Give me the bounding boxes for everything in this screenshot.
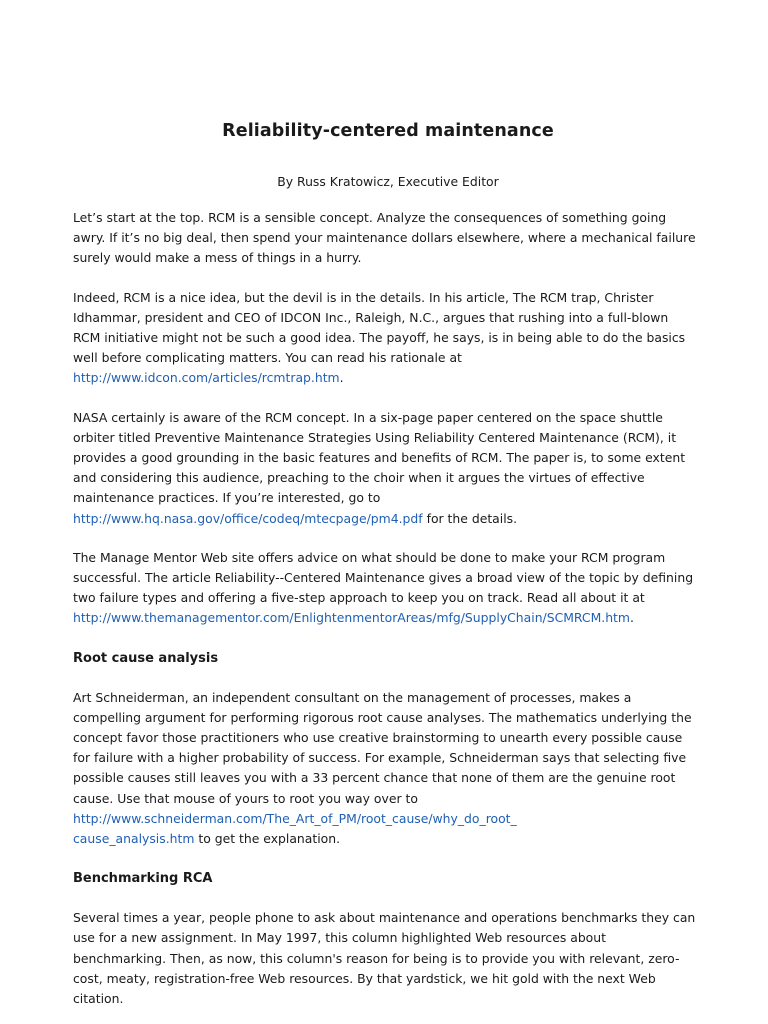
text-line: compelling argument for performing rigorous root cause analyses. The mathematics underlying the	[73, 709, 692, 725]
text-line: Let’s start at the top. RCM is a sensible concept. Analyze the consequences of something going	[73, 210, 667, 225]
text-line: and considering this audience, preaching to the choir when it argues the virtues of effective	[73, 470, 645, 486]
text-fragment: to get the explanation.	[194, 831, 341, 847]
paragraph-root-cause	[73, 688, 703, 850]
text-line: cost, meaty, registration-free Web resources. By that yardstick, we hit gold with the next Web	[73, 970, 656, 986]
text-line: RCM initiative might not be such a good idea. The payoff, he says, is in being able to do the basics	[73, 330, 686, 346]
text-line: Several times a year, people phone to ask about maintenance and operations benchmarks they can	[73, 910, 696, 926]
text-line: citation.	[73, 991, 124, 1007]
text-fragment: for the details.	[422, 510, 518, 526]
schneiderman-link-continued[interactable]: cause_analysis.htm	[73, 831, 195, 847]
text-line: cause. Use that mouse of yours to root you way over to	[73, 790, 418, 806]
document-page	[73, 119, 703, 1009]
text-line: use for a new assignment. In May 1997, this column highlighted Web resources about	[73, 930, 606, 946]
text-line: possible causes still leaves you with a 33 percent chance that none of them are the genuine root	[73, 770, 676, 786]
paragraph-nasa	[73, 408, 703, 529]
page-title: Reliability-centered maintenance	[222, 121, 554, 141]
text-line: successful. The article Reliability--Centered Maintenance gives a broad view of the topic by defining	[73, 570, 694, 586]
text-fragment: .	[339, 370, 344, 386]
text-line: NASA certainly is aware of the RCM concept. In a six-page paper centered on the space shuttle	[73, 409, 663, 425]
text-line: Idhammar, president and CEO of IDCON Inc., Raleigh, N.C., argues that rushing into a full-blown	[73, 309, 669, 325]
paragraph-intro	[73, 208, 703, 269]
section-heading-benchmarking: Benchmarking RCA	[73, 871, 213, 887]
text-line: concept favor those practitioners who use creative brainstorming to unearth every possible cause	[73, 730, 683, 746]
section-heading-root-cause: Root cause analysis	[73, 650, 219, 666]
text-line: orbiter titled Preventive Maintenance Strategies Using Reliability Centered Maintenance (RCM), it	[73, 429, 677, 445]
text-line: two failure types and offering a five-step approach to keep you on track. Read all about it at	[73, 590, 645, 606]
paragraph-idcon	[73, 288, 703, 389]
schneiderman-link[interactable]: http://www.schneiderman.com/The_Art_of_PM/root_cause/why_do_root_	[73, 810, 517, 826]
text-line: Indeed, RCM is a nice idea, but the devil is in the details. In his article, The RCM trap, Christer	[73, 289, 654, 305]
nasa-link[interactable]: http://www.hq.nasa.gov/office/codeq/mtecpage/pm4.pdf	[73, 510, 423, 526]
text-line: surely would make a mess of things in a hurry.	[73, 250, 362, 266]
paragraph-benchmarking	[73, 908, 703, 1009]
paragraph-managementor	[73, 548, 703, 629]
text-line: The Manage Mentor Web site offers advice on what should be done to make your RCM program	[73, 549, 666, 565]
idcon-link[interactable]: http://www.idcon.com/articles/rcmtrap.htm	[73, 370, 340, 386]
text-line: maintenance practices. If you’re interested, go to	[73, 490, 381, 506]
text-line: for failure with a higher probability of success. For example, Schneiderman says that selecting five	[73, 750, 687, 766]
byline: By Russ Kratowicz, Executive Editor	[277, 174, 499, 189]
text-line: Art Schneiderman, an independent consultant on the management of processes, makes a	[73, 689, 632, 705]
text-line: benchmarking. Then, as now, this column's reason for being is to provide you with relevant, zero-	[73, 950, 680, 966]
managementor-link[interactable]: http://www.themanagementor.com/EnlightenmentorAreas/mfg/SupplyChain/SCMRCM.htm	[73, 610, 630, 626]
text-line: awry. If it’s no big deal, then spend your maintenance dollars elsewhere, where a mechanical failure	[73, 230, 696, 246]
text-line: provides a good grounding in the basic features and benefits of RCM. The paper is, to some extent	[73, 450, 686, 466]
text-fragment: .	[629, 610, 634, 626]
text-line: well before complicating matters. You can read his rationale at	[73, 350, 462, 366]
